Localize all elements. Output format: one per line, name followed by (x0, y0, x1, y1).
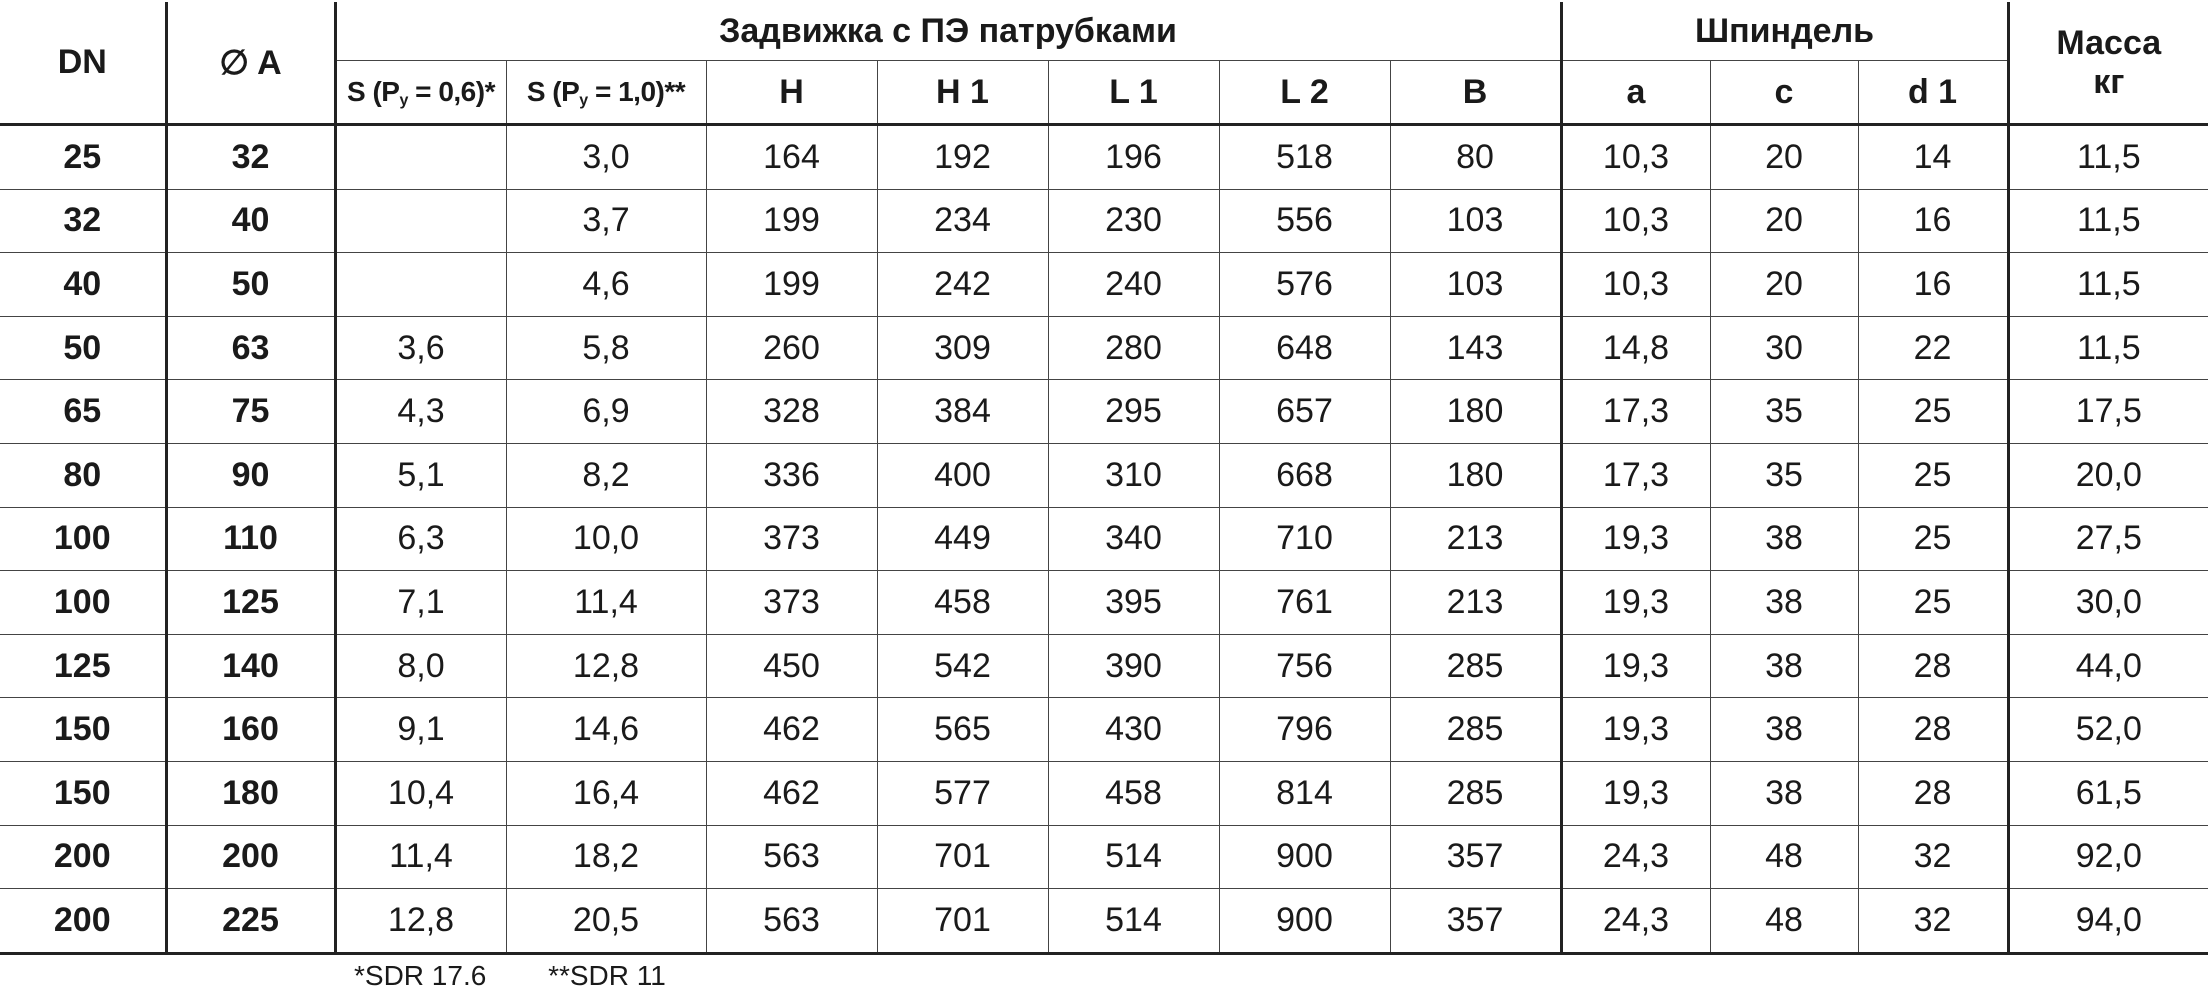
cell-diameter-a: 180 (166, 761, 335, 825)
cell-b: 285 (1390, 761, 1561, 825)
cell-d1: 28 (1858, 698, 2008, 762)
cell-c: 38 (1710, 698, 1858, 762)
cell-diameter-a: 125 (166, 571, 335, 635)
cell-dn: 100 (0, 507, 166, 571)
cell-h1: 384 (877, 380, 1048, 444)
cell-s-py10: 10,0 (506, 507, 706, 571)
cell-c: 38 (1710, 634, 1858, 698)
cell-l2: 710 (1219, 507, 1390, 571)
cell-l2: 756 (1219, 634, 1390, 698)
cell-d1: 32 (1858, 889, 2008, 954)
cell-dn: 200 (0, 889, 166, 954)
cell-h: 164 (706, 125, 877, 190)
cell-s-py06: 9,1 (335, 698, 506, 762)
cell-s-py10: 3,0 (506, 125, 706, 190)
cell-s-py06: 12,8 (335, 889, 506, 954)
cell-s-py10: 16,4 (506, 761, 706, 825)
cell-mass: 52,0 (2008, 698, 2208, 762)
table-row (0, 825, 2208, 889)
cell-d1: 25 (1858, 507, 2008, 571)
cell-a: 24,3 (1561, 889, 1710, 954)
cell-mass: 17,5 (2008, 380, 2208, 444)
cell-h: 563 (706, 825, 877, 889)
cell-l2: 814 (1219, 761, 1390, 825)
cell-l2: 796 (1219, 698, 1390, 762)
cell-diameter-a: 140 (166, 634, 335, 698)
cell-d1: 25 (1858, 571, 2008, 635)
cell-s-py06 (335, 189, 506, 253)
cell-h: 199 (706, 189, 877, 253)
cell-dn: 150 (0, 698, 166, 762)
cell-dn: 80 (0, 443, 166, 507)
table-row (0, 443, 2208, 507)
table-row (0, 507, 2208, 571)
cell-h1: 234 (877, 189, 1048, 253)
table-row (0, 316, 2208, 380)
cell-b: 103 (1390, 253, 1561, 317)
cell-h1: 192 (877, 125, 1048, 190)
header-dn: DN (0, 2, 166, 125)
cell-d1: 14 (1858, 125, 2008, 190)
cell-dn: 100 (0, 571, 166, 635)
cell-l1: 458 (1048, 761, 1219, 825)
cell-dn: 200 (0, 825, 166, 889)
cell-mass: 94,0 (2008, 889, 2208, 954)
header-d1: d 1 (1858, 61, 2008, 125)
cell-diameter-a: 110 (166, 507, 335, 571)
cell-l1: 280 (1048, 316, 1219, 380)
cell-b: 143 (1390, 316, 1561, 380)
cell-c: 35 (1710, 380, 1858, 444)
cell-diameter-a: 40 (166, 189, 335, 253)
cell-b: 103 (1390, 189, 1561, 253)
cell-h: 328 (706, 380, 877, 444)
cell-a: 19,3 (1561, 698, 1710, 762)
cell-h1: 242 (877, 253, 1048, 317)
cell-h1: 565 (877, 698, 1048, 762)
cell-l2: 900 (1219, 889, 1390, 954)
header-h: H (706, 61, 877, 125)
cell-dn: 65 (0, 380, 166, 444)
cell-a: 14,8 (1561, 316, 1710, 380)
cell-s-py06: 4,3 (335, 380, 506, 444)
cell-d1: 25 (1858, 380, 2008, 444)
cell-l1: 430 (1048, 698, 1219, 762)
cell-dn: 40 (0, 253, 166, 317)
cell-b: 357 (1390, 889, 1561, 954)
cell-a: 19,3 (1561, 634, 1710, 698)
table-row (0, 761, 2208, 825)
cell-d1: 16 (1858, 253, 2008, 317)
table-row (0, 125, 2208, 190)
footnote-sdr-17-6: *SDR 17.6 (354, 960, 487, 991)
cell-l1: 230 (1048, 189, 1219, 253)
cell-l2: 556 (1219, 189, 1390, 253)
cell-s-py06: 11,4 (335, 825, 506, 889)
header-group-valve: Задвижка с ПЭ патрубками (335, 2, 1561, 61)
cell-s-py06: 3,6 (335, 316, 506, 380)
cell-l1: 395 (1048, 571, 1219, 635)
cell-d1: 16 (1858, 189, 2008, 253)
cell-s-py10: 14,6 (506, 698, 706, 762)
cell-d1: 28 (1858, 634, 2008, 698)
cell-a: 10,3 (1561, 253, 1710, 317)
table-row (0, 380, 2208, 444)
cell-diameter-a: 50 (166, 253, 335, 317)
cell-mass: 11,5 (2008, 253, 2208, 317)
cell-s-py10: 8,2 (506, 443, 706, 507)
cell-s-py10: 18,2 (506, 825, 706, 889)
cell-c: 48 (1710, 889, 1858, 954)
cell-mass: 30,0 (2008, 571, 2208, 635)
cell-h1: 701 (877, 825, 1048, 889)
cell-s-py10: 4,6 (506, 253, 706, 317)
cell-l1: 196 (1048, 125, 1219, 190)
table-row (0, 634, 2208, 698)
cell-s-py06: 8,0 (335, 634, 506, 698)
cell-d1: 25 (1858, 443, 2008, 507)
table-body (0, 125, 2208, 954)
table-row (0, 189, 2208, 253)
cell-s-py10: 6,9 (506, 380, 706, 444)
footnote-sdr-11: **SDR 11 (548, 960, 666, 991)
cell-h: 450 (706, 634, 877, 698)
cell-mass: 11,5 (2008, 125, 2208, 190)
cell-b: 213 (1390, 507, 1561, 571)
cell-s-py10: 12,8 (506, 634, 706, 698)
cell-h1: 542 (877, 634, 1048, 698)
cell-h1: 449 (877, 507, 1048, 571)
cell-diameter-a: 90 (166, 443, 335, 507)
header-l2: L 2 (1219, 61, 1390, 125)
cell-c: 38 (1710, 761, 1858, 825)
cell-b: 180 (1390, 443, 1561, 507)
cell-l1: 514 (1048, 825, 1219, 889)
table-row (0, 889, 2208, 954)
cell-b: 285 (1390, 698, 1561, 762)
cell-dn: 25 (0, 125, 166, 190)
cell-diameter-a: 225 (166, 889, 335, 954)
cell-d1: 28 (1858, 761, 2008, 825)
cell-c: 20 (1710, 125, 1858, 190)
cell-s-py06: 6,3 (335, 507, 506, 571)
cell-h: 373 (706, 507, 877, 571)
cell-h: 336 (706, 443, 877, 507)
cell-b: 285 (1390, 634, 1561, 698)
cell-a: 10,3 (1561, 125, 1710, 190)
header-mass-line2: кг (2093, 62, 2125, 101)
cell-h: 373 (706, 571, 877, 635)
cell-h1: 577 (877, 761, 1048, 825)
table-row (0, 698, 2208, 762)
cell-s-py10: 3,7 (506, 189, 706, 253)
header-diameter-a: ∅ A (166, 2, 335, 125)
cell-b: 357 (1390, 825, 1561, 889)
cell-d1: 22 (1858, 316, 2008, 380)
header-s-py06: S (Py = 0,6)* (335, 61, 506, 125)
cell-c: 48 (1710, 825, 1858, 889)
cell-l1: 240 (1048, 253, 1219, 317)
cell-dn: 32 (0, 189, 166, 253)
cell-h: 199 (706, 253, 877, 317)
cell-mass: 11,5 (2008, 316, 2208, 380)
footnotes (354, 960, 720, 992)
cell-mass: 20,0 (2008, 443, 2208, 507)
cell-s-py06: 5,1 (335, 443, 506, 507)
cell-a: 17,3 (1561, 443, 1710, 507)
cell-c: 38 (1710, 507, 1858, 571)
cell-l1: 295 (1048, 380, 1219, 444)
cell-diameter-a: 160 (166, 698, 335, 762)
header-mass (2008, 2, 2208, 125)
cell-b: 213 (1390, 571, 1561, 635)
cell-s-py06 (335, 253, 506, 317)
cell-c: 38 (1710, 571, 1858, 635)
cell-mass: 61,5 (2008, 761, 2208, 825)
cell-h: 462 (706, 761, 877, 825)
cell-h1: 701 (877, 889, 1048, 954)
specs-table (0, 2, 2208, 955)
cell-dn: 150 (0, 761, 166, 825)
cell-a: 10,3 (1561, 189, 1710, 253)
cell-h1: 309 (877, 316, 1048, 380)
cell-a: 17,3 (1561, 380, 1710, 444)
cell-l1: 514 (1048, 889, 1219, 954)
cell-l1: 340 (1048, 507, 1219, 571)
table-row (0, 253, 2208, 317)
cell-l2: 648 (1219, 316, 1390, 380)
cell-b: 80 (1390, 125, 1561, 190)
header-mass-line1: Масса (2056, 23, 2162, 62)
table-row (0, 571, 2208, 635)
cell-h: 462 (706, 698, 877, 762)
cell-c: 35 (1710, 443, 1858, 507)
cell-s-py06: 10,4 (335, 761, 506, 825)
header-b: B (1390, 61, 1561, 125)
cell-h1: 458 (877, 571, 1048, 635)
header-a: a (1561, 61, 1710, 125)
cell-a: 19,3 (1561, 571, 1710, 635)
cell-mass: 11,5 (2008, 189, 2208, 253)
header-group-spindle: Шпиндель (1561, 2, 2008, 61)
cell-c: 20 (1710, 189, 1858, 253)
cell-l2: 657 (1219, 380, 1390, 444)
cell-a: 19,3 (1561, 507, 1710, 571)
cell-a: 24,3 (1561, 825, 1710, 889)
header-s-py10: S (Py = 1,0)** (506, 61, 706, 125)
header-l1: L 1 (1048, 61, 1219, 125)
cell-l2: 576 (1219, 253, 1390, 317)
cell-diameter-a: 200 (166, 825, 335, 889)
cell-diameter-a: 63 (166, 316, 335, 380)
cell-s-py06 (335, 125, 506, 190)
header-row-top (0, 2, 2208, 61)
cell-s-py10: 11,4 (506, 571, 706, 635)
cell-s-py10: 5,8 (506, 316, 706, 380)
cell-l1: 310 (1048, 443, 1219, 507)
cell-h1: 400 (877, 443, 1048, 507)
header-h1: H 1 (877, 61, 1048, 125)
cell-mass: 44,0 (2008, 634, 2208, 698)
cell-dn: 50 (0, 316, 166, 380)
cell-a: 19,3 (1561, 761, 1710, 825)
cell-h: 563 (706, 889, 877, 954)
cell-diameter-a: 75 (166, 380, 335, 444)
cell-l1: 390 (1048, 634, 1219, 698)
cell-c: 20 (1710, 253, 1858, 317)
cell-l2: 668 (1219, 443, 1390, 507)
cell-l2: 518 (1219, 125, 1390, 190)
cell-b: 180 (1390, 380, 1561, 444)
cell-c: 30 (1710, 316, 1858, 380)
header-c: c (1710, 61, 1858, 125)
cell-s-py10: 20,5 (506, 889, 706, 954)
cell-l2: 761 (1219, 571, 1390, 635)
cell-d1: 32 (1858, 825, 2008, 889)
cell-dn: 125 (0, 634, 166, 698)
cell-mass: 27,5 (2008, 507, 2208, 571)
cell-mass: 92,0 (2008, 825, 2208, 889)
cell-l2: 900 (1219, 825, 1390, 889)
cell-diameter-a: 32 (166, 125, 335, 190)
cell-h: 260 (706, 316, 877, 380)
cell-s-py06: 7,1 (335, 571, 506, 635)
